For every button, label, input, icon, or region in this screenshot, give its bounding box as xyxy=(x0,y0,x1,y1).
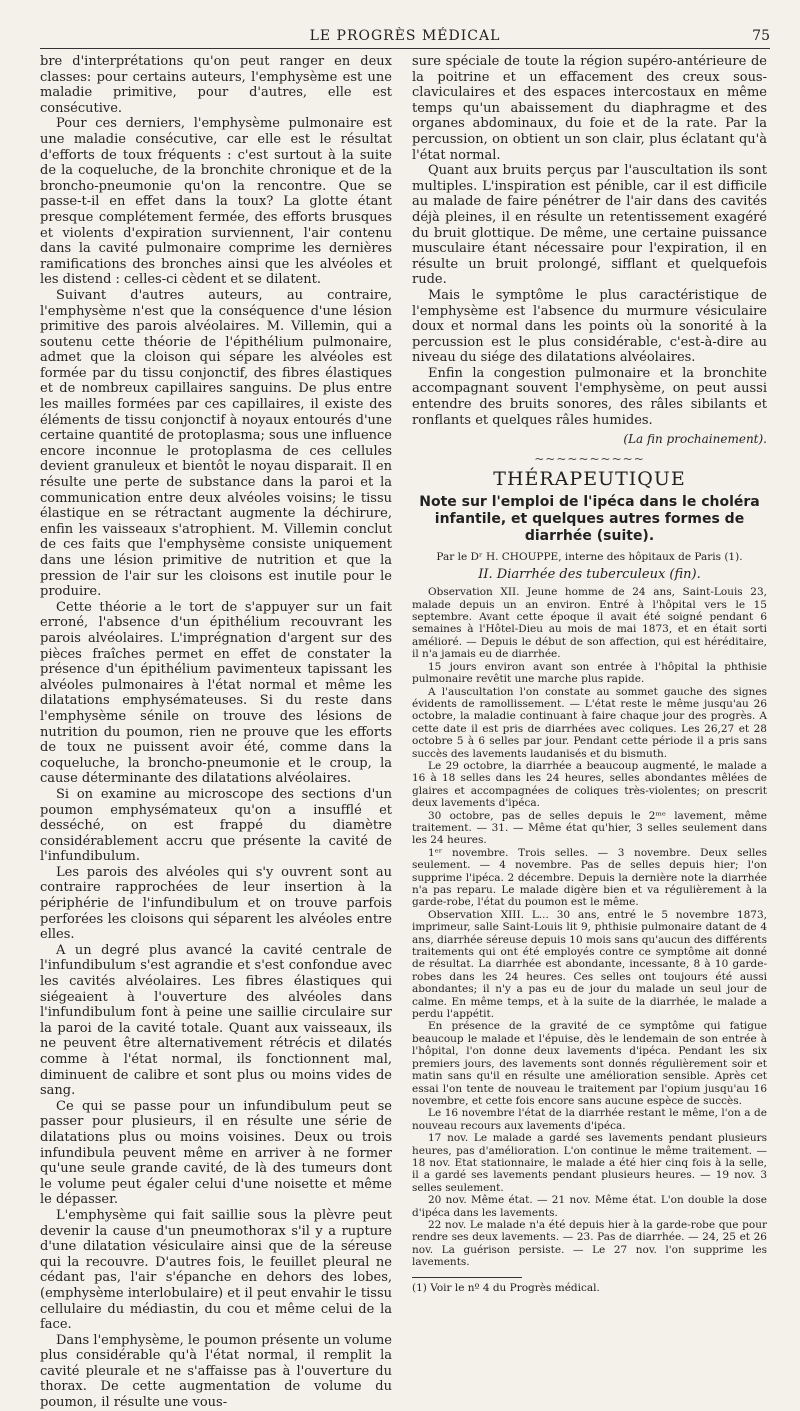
paragraph: Suivant d'autres auteurs, au contraire, l'emphysème n'est que la conséquence d'une lésion primitive des parois alvéolaires. M. Villemin, qui a soutenu cette théorie de l'épithélium pulmonaire, admet que la cloison qui sépare les alvéoles est formée par du tissu conjonctif, des fibres élastiques et de nombreux capillaires sanguins. De plus entre les mailles formées par ces capillaires, il existe des éléments de tissu conjonctif à noyaux entourés d'une certaine quantité de protoplasma; sous une influence encore inconnue le protoplasma de ces cellules devient granuleux et bientôt le noyau disparait. Il en résulte une perte de substance dans la paroi et la communication entre deux alvéoles voisins; le tissu élastique en se rétractant augmente la déchirure, enfin les vaisseaux s'atrophient. M. Villemin conclut de ces faits que l'emphysème consiste uniquement dans une lésion primitive de nutrition et que la pression de l'air sur les cloisons est inutile pour le produire. xyxy=(40,287,392,600)
paragraph: Le 29 octobre, la diarrhée a beaucoup augmenté, le malade a 16 à 18 selles dans les 24 heures, selles abondantes mêlées de glaires et accompagnées de coliques très-violentes; on prescrit deux lavements d'ipéca. xyxy=(412,759,767,810)
paragraph: En présence de la gravité de ce symptôme qui fatigue beaucoup le malade et l'épuise, dès le lendemain de son entrée à l'hôpital, l'on donne deux lavements d'ipéca. Pendant les six premiers jours, des lavements sont donnés régulièrement soir et matin sans qu'il en résulte une amélioration sensible. Après cet essai l'on tente de nouveau le traitement par l'opium jusqu'au 16 novembre, et cette fois encore sans aucune espèce de succès. xyxy=(412,1020,767,1107)
paragraph: Si on examine au microscope des sections d'un poumon emphysémateux qu'on a insufflé et desséché, on est frappé du diamètre considérablement accru que présente la cavité de l'infundibulum. xyxy=(40,786,392,865)
paragraph: Dans l'emphysème, le poumon présente un volume plus considérable qu'à l'état normal, il remplit la cavité pleurale et ne s'affaisse pas à l'ouverture du thorax. De cette augmentation de volume du poumon, il résulte une vous- xyxy=(40,1332,392,1411)
paragraph: Quant aux bruits perçus par l'auscultation ils sont multiples. L'inspiration est pénible, car il est difficile au malade de faire pénétrer de l'air dans des cavités déjà pleines, il en résulte un retentissement exagéré du bruit glottique. De même, une certaine puissance musculaire étant nécessaire pour l'expiration, il en résulte un bruit prolongé, sifflant et quelquefois rude. xyxy=(412,163,767,288)
page-header xyxy=(40,24,770,49)
right-column xyxy=(412,54,767,1294)
left-column xyxy=(40,54,392,1411)
case-observations xyxy=(412,586,767,1268)
paragraph: Les parois des alvéoles qui s'y ouvrent sont au contraire rapprochées de leur insertion à la périphérie de l'infundibulum et on trouve parfois perforées les cloisons qui séparent les alvéoles entre elles. xyxy=(40,864,392,943)
article-title: Note sur l'emploi de l'ipéca dans le choléra infantile, et quelques autres formes de diarrhée (suite). xyxy=(419,494,760,545)
footnote-divider xyxy=(412,1277,522,1278)
paragraph: L'emphysème qui fait saillie sous la plèvre peut devenir la cause d'un pneumothorax s'il y a rupture d'une dilatation vésiculaire ainsi que de la séreuse qui la recouvre. D'autres fois, le feuillet pleural ne cédant pas, l'air s'épanche en dehors des lobes, (emphysème interlobulaire) et il peut envahir le tissu cellulaire du médiastin, du cou et même celui de la face. xyxy=(40,1207,392,1333)
paragraph: 15 jours environ avant son entrée à l'hôpital la phthisie pulmonaire revêtit une marche plus rapide. xyxy=(412,660,767,686)
paragraph: A l'auscultation l'on constate au sommet gauche des signes évidents de ramollissement. — L'état reste le même jusqu'au 26 octobre, la maladie continuant à faire chaque jour des progrès. A cette date il est pris de diarrhées avec coliques. Les 26,27 et 28 octobre 5 à 6 selles par jour. Pendant cette période il a pris sans succès des lavements laudanisés et du bismuth. xyxy=(412,685,767,760)
paragraph: Le 16 novembre l'état de la diarrhée restant le même, l'on a de nouveau recours aux lavements d'ipéca. xyxy=(412,1107,767,1132)
article-signature: (La fin prochainement). xyxy=(623,432,767,447)
paragraph: bre d'interprétations qu'on peut ranger en deux classes: pour certains auteurs, l'emphysème est une maladie primitive, pour d'autres, elle est consécutive. xyxy=(40,54,392,116)
paragraph: sure spéciale de toute la région supéro-antérieure de la poitrine et un effacement des creux sous-claviculaires et des espaces intercostaux en même temps qu'un abaissement du diaphragme et des organes abdominaux, du foie et de la rate. Par la percussion, on obtient un son clair, plus éclatant qu'à l'état normal. xyxy=(412,54,767,163)
paragraph: 17 nov. Le malade a gardé ses lavements pendant plusieurs heures, pas d'amélioration. L'on continue le même traitement. — 18 nov. Etat stationnaire, le malade a été hier cinq fois à la selle, il a gardé ses lavements pendant plusieurs heures. — 19 nov. 3 selles seulement. xyxy=(412,1132,767,1194)
article-subheading: II. Diarrhée des tuberculeux (fin). xyxy=(478,567,701,583)
paragraph: Observation XIII. L... 30 ans, entré le 5 novembre 1873, imprimeur, salle Saint-Louis lit 9, phthisie pulmonaire datant de 4 ans, diarrhée séreuse depuis 10 mois sans qu'aucun des différents traitements qui ont été employés contre ce symptôme ait donné de résultat. La diarrhée est abondante, incessante, 8 à 10 garde-robes dans les 24 heures. Ces selles ont toujours été aussi abondantes; il n'y a pas eu de jour du malade un seul jour de calme. En même temps, et à la suite de la diarrhée, le malade a perdu l'appétit. xyxy=(412,908,767,1021)
article-byline: Par le Dʳ H. CHOUPPE, interne des hôpitaux de Paris (1). xyxy=(436,551,743,564)
paragraph: 22 nov. Le malade n'a été depuis hier à la garde-robe que pour rendre ses deux lavements. — 23. Pas de diarrhée. — 24, 25 et 26 nov. La guérison persiste. — Le 27 nov. l'on supprime les lavements. xyxy=(412,1218,767,1269)
journal-title: LE PROGRÈS MÉDICAL xyxy=(309,28,501,44)
paragraph: Pour ces derniers, l'emphysème pulmonaire est une maladie consécutive, car elle est le résultat d'efforts de toux fréquents : c'est surtout à la suite de la coqueluche, de la bronchite chronique et de la broncho-pneumonie qu'on la rencontre. Que se passe-t-il en effet dans la toux? La glotte étant presque complétement fermée, des efforts brusques et violents d'expiration surviennent, l'air contenu dans la cavité pulmonaire comprime les dernières ramifications des bronches ainsi que les alvéoles et les distend : celles-ci cèdent et se dilatent. xyxy=(40,116,392,288)
paragraph: 1ᵉʳ novembre. Trois selles. — 3 novembre. Deux selles seulement. — 4 novembre. Pas de selles depuis hier; l'on supprime l'ipéca. 2 décembre. Depuis la dernière note la diarrhée n'a pas reparu. Le malade digère bien et va régulièrement à la garde-robe, l'état du poumon est le même. xyxy=(412,846,767,909)
paragraph: Enfin la congestion pulmonaire et la bronchite accompagnant souvent l'emphysème, on peut aussi entendre des bruits sonores, des râles sibilants et ronflants et quelques râles humides. xyxy=(412,365,767,428)
paragraph: Observation XII. Jeune homme de 24 ans, Saint-Louis 23, malade depuis un an environ. Entré à l'hôpital vers le 15 septembre. Avant cette époque il avait été soigné pendant 6 semaines à l'Hôtel-Dieu au mois de mai 1873, et en était sorti amélioré. — Depuis le début de son affection, qui est héréditaire, il n'a jamais eu de diarrhée. xyxy=(412,586,767,661)
paragraph: Mais le symptôme le plus caractéristique de l'emphysème est l'absence du murmure vésiculaire doux et normal dans les points où la sonorité à la percussion est le plus considérable, c'est-à-dire au niveau du siége des dilatations alvéolaires. xyxy=(412,287,767,366)
paragraph: Cette théorie a le tort de s'appuyer sur un fait erroné, l'absence d'un épithélium recouvrant les parois alvéolaires. L'imprégnation d'argent sur des pièces fraîches permet en effet de constater la présence d'un épithélium pavimenteux tapissant les alvéoles pulmonaires à l'état normal et même les dilatations emphysémateuses. Si du reste dans l'emphysème sénile on trouve des lésions de nutrition du poumon, rien ne prouve que les efforts de toux ne puissent avoir été, comme dans la coqueluche, la broncho-pneumonie et le croup, la cause déterminante des dilatations alvéolaires. xyxy=(40,599,392,787)
paragraph: A un degré plus avancé la cavité centrale de l'infundibulum s'est agrandie et s'est confondue avec les cavités alvéolaires. Les fibres élastiques qui siégeaient à l'ouverture des alvéoles dans l'infundibulum font à peine une saillie circulaire sur la paroi de la cavité totale. Quant aux vaisseaux, ils ne peuvent être alternativement rétrécis et dilatés comme à l'état normal, ils fonctionnent mal, diminuent de calibre et sont plus ou moins vides de sang. xyxy=(40,942,392,1099)
paragraph: Ce qui se passe pour un infundibulum peut se passer pour plusieurs, il en résulte une série de dilatations plus ou moins voisines. Deux ou trois infundibula peuvent même en arriver à ne former qu'une seule grande cavité, de là des tumeurs dont le volume peut égaler celui d'une noisette et même le dépasser. xyxy=(40,1098,392,1208)
page-number: 75 xyxy=(752,28,770,44)
paragraph: 30 octobre, pas de selles depuis le 2ᵐᵉ lavement, même traitement. — 31. — Même état qu'hier, 3 selles seulement dans les 24 heures. xyxy=(412,809,767,847)
paragraph: 20 nov. Même état. — 21 nov. Même état. L'on double la dose d'ipéca dans les lavements. xyxy=(412,1194,767,1219)
section-title: THÉRAPEUTIQUE xyxy=(493,468,686,491)
section-divider-ornament: ~~~~~~~~~~ xyxy=(534,452,645,467)
footnote: (1) Voir le nº 4 du Progrès médical. xyxy=(412,1281,600,1294)
